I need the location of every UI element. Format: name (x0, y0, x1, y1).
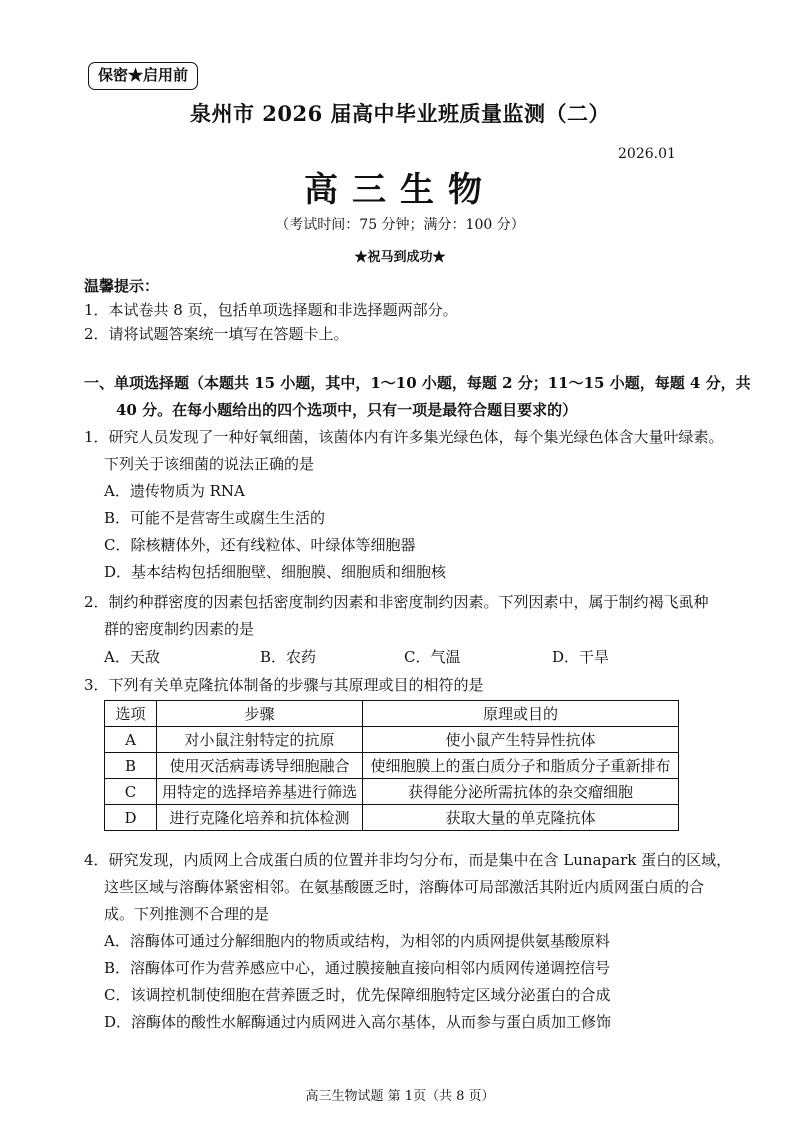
table-cell: D (105, 805, 157, 831)
question-2-stem: 2．制约种群密度的因素包括密度制约因素和非密度制约因素。下列因素中，属于制约褐飞虱种 (84, 593, 709, 611)
table-cell: 获得能分泌所需抗体的杂交瘤细胞 (363, 779, 679, 805)
question-1-stem: 1．研究人员发现了一种好氧细菌，该菌体内有许多集光绿色体，每个集光绿色体含大量叶绿素。 (84, 428, 724, 446)
exam-title: 泉州市 2026 届高中毕业班质量监测（二） (189, 101, 611, 126)
section-heading: 一、单项选择题（本题共 15 小题，其中，1～10 小题，每题 2 分；11～15 小题，每题 4 分，共 (84, 374, 751, 392)
table-header-cell: 步骤 (157, 701, 363, 727)
question-2-option-a: A．天敌 (104, 648, 160, 666)
question-1-option-d: D．基本结构包括细胞壁、细胞膜、细胞质和细胞核 (104, 563, 447, 581)
question-1-stem-cont: 下列关于该细菌的说法正确的是 (104, 455, 315, 473)
question-1-option-a: A．遗传物质为 RNA (104, 482, 245, 500)
tip-item: 1．本试卷共 8 页，包括单项选择题和非选择题两部分。 (84, 301, 458, 319)
table-row (105, 779, 679, 805)
table-cell: A (105, 727, 157, 753)
question-4-stem-cont: 这些区域与溶酶体紧密相邻。在氨基酸匮乏时，溶酶体可局部激活其附近内质网蛋白质的合 (104, 878, 705, 896)
question-4-option-d: D．溶酶体的酸性水解酶通过内质网进入高尔基体，从而参与蛋白质加工修饰 (104, 1013, 612, 1031)
question-4-option-a: A．溶酶体可通过分解细胞内的物质或结构，为相邻的内质网提供氨基酸原料 (104, 932, 610, 950)
table-cell: 用特定的选择培养基进行筛选 (157, 779, 363, 805)
page-footer: 高三生物试题 第 1页（共 8 页） (305, 1089, 495, 1104)
table-header-cell: 原理或目的 (363, 701, 679, 727)
question-3-table (104, 700, 679, 831)
table-cell: C (105, 779, 157, 805)
exam-date: 2026.01 (618, 146, 676, 162)
section-heading-cont: 40 分。在每小题给出的四个选项中，只有一项是最符合题目要求的） (116, 401, 578, 419)
exam-info: （考试时间：75 分钟；满分：100 分） (275, 217, 525, 233)
blessing-text: ★祝马到成功★ (354, 250, 446, 265)
question-1-option-c: C．除核糖体外，还有线粒体、叶绿体等细胞器 (104, 536, 416, 554)
table-cell: B (105, 753, 157, 779)
table-row (105, 727, 679, 753)
table-cell: 获取大量的单克隆抗体 (363, 805, 679, 831)
table-cell: 对小鼠注射特定的抗原 (157, 727, 363, 753)
subject-title: 高三生物 (304, 170, 496, 210)
tip-item: 2．请将试题答案统一填写在答题卡上。 (84, 325, 349, 343)
table-cell: 使小鼠产生特异性抗体 (363, 727, 679, 753)
question-2-option-c: C．气温 (404, 648, 461, 666)
table-header-row (105, 701, 679, 727)
question-3-stem: 3．下列有关单克隆抗体制备的步骤与其原理或目的相符的是 (84, 676, 484, 694)
confidential-label: 保密★启用前 (88, 62, 198, 90)
question-2-option-b: B．农药 (260, 648, 317, 666)
table-cell: 进行克隆化培养和抗体检测 (157, 805, 363, 831)
question-4-stem: 4．研究发现，内质网上合成蛋白质的位置并非均匀分布，而是集中在含 Lunapark 蛋白的区域， (84, 851, 732, 869)
table-header-cell: 选项 (105, 701, 157, 727)
table-row (105, 753, 679, 779)
table-row (105, 805, 679, 831)
question-4-stem-cont: 成。下列推测不合理的是 (104, 905, 270, 923)
table-cell: 使用灭活病毒诱导细胞融合 (157, 753, 363, 779)
question-2-option-d: D．干旱 (552, 648, 610, 666)
question-4-option-b: B．溶酶体可作为营养感应中心，通过膜接触直接向相邻内质网传递调控信号 (104, 959, 611, 977)
tips-title: 温馨提示： (84, 277, 160, 295)
question-4-option-c: C．该调控机制使细胞在营养匮乏时，优先保障细胞特定区域分泌蛋白的合成 (104, 986, 611, 1004)
question-2-stem-cont: 群的密度制约因素的是 (104, 620, 255, 638)
question-1-option-b: B．可能不是营寄生或腐生生活的 (104, 509, 326, 527)
table-cell: 使细胞膜上的蛋白质分子和脂质分子重新排布 (363, 753, 679, 779)
